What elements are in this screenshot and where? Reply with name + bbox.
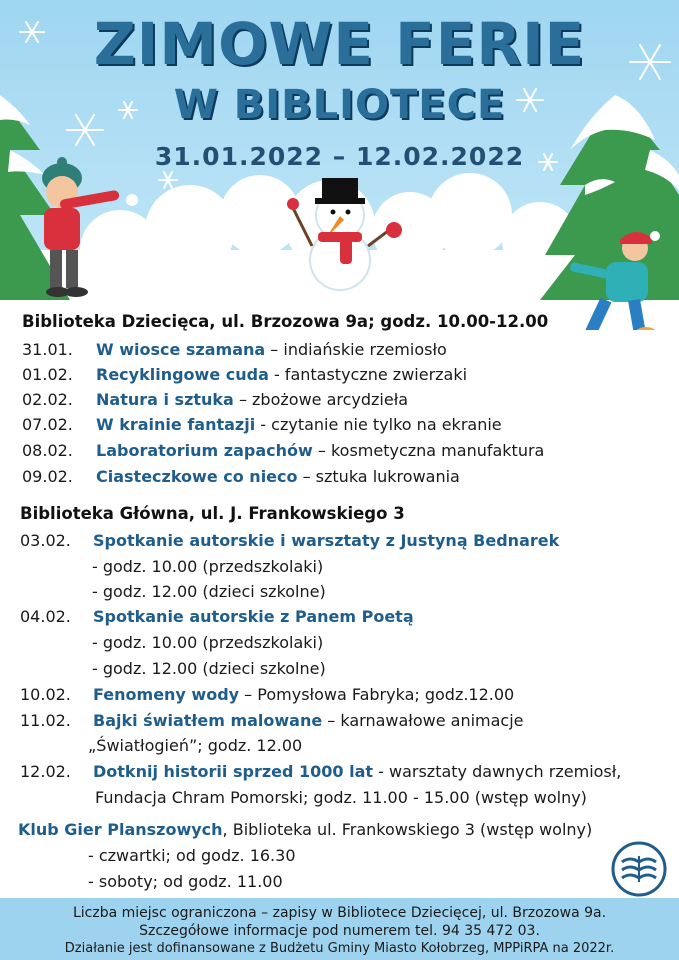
games-club-title: Klub Gier Planszowych xyxy=(18,820,223,839)
event-desc: – Pomysłowa Fabryka; godz.12.00 xyxy=(239,685,515,704)
poster-title: ZIMOWE FERIE xyxy=(93,10,586,78)
section-heading-children-library: Biblioteka Dziecięca, ul. Brzozowa 9a; godz. 10.00-12.00 xyxy=(22,312,549,331)
event-session: - godz. 10.00 (przedszkolaki) xyxy=(92,633,324,652)
event-date: 11.02. xyxy=(20,711,71,730)
event-title: Spotkanie autorskie z Panem Poetą xyxy=(93,607,414,626)
games-club-schedule: - czwartki; od godz. 16.30 xyxy=(88,846,296,865)
event-title: Bajki światłem malowane xyxy=(93,711,323,730)
event-title: Laboratorium zapachów xyxy=(96,441,313,460)
footer-line: Szczegółowe informacje pod numerem tel. 94 35 472 03. xyxy=(139,923,540,939)
event-title: W krainie fantazji xyxy=(96,415,256,434)
event-title: Fenomeny wody xyxy=(93,685,240,704)
event-date: 01.02. xyxy=(22,365,73,384)
event-desc: – sztuka lukrowania xyxy=(297,467,460,486)
event-date: 03.02. xyxy=(20,531,71,550)
games-club-desc: , Biblioteka ul. Frankowskiego 3 (wstęp wolny) xyxy=(222,820,593,839)
event-date: 09.02. xyxy=(22,467,73,486)
footer-banner xyxy=(0,898,679,960)
event-date: 08.02. xyxy=(22,441,73,460)
event-session: - godz. 12.00 (dzieci szkolne) xyxy=(92,659,326,678)
event-desc: - czytanie nie tylko na ekranie xyxy=(255,415,502,434)
event-session: - godz. 12.00 (dzieci szkolne) xyxy=(92,582,326,601)
event-desc: – indiańskie rzemiosło xyxy=(265,340,447,359)
event-desc-continued: „Światłogień”; godz. 12.00 xyxy=(88,736,303,755)
event-title: Dotknij historii sprzed 1000 lat xyxy=(93,762,374,781)
event-desc: – karnawałowe animacje xyxy=(322,711,524,730)
event-desc: - fantastyczne zwierzaki xyxy=(268,365,468,384)
library-logo-icon xyxy=(610,840,668,898)
poster-subtitle: W BIBLIOTECE xyxy=(173,82,506,128)
games-club-schedule: - soboty; od godz. 11.00 xyxy=(88,872,283,891)
event-date: 31.01. xyxy=(22,340,73,359)
event-date: 04.02. xyxy=(20,607,71,626)
event-desc: – zbożowe arcydzieła xyxy=(233,390,409,409)
footer-line: Działanie jest dofinansowane z Budżetu Gminy Miasto Kołobrzeg, MPPiRPA na 2022r. xyxy=(64,941,615,956)
section-heading-main-library: Biblioteka Główna, ul. J. Frankowskiego 3 xyxy=(20,504,405,523)
event-title: Recyklingowe cuda xyxy=(96,365,269,384)
event-title: Spotkanie autorskie i warsztaty z Justyną Bednarek xyxy=(93,531,560,550)
event-date: 10.02. xyxy=(20,685,71,704)
event-date: 07.02. xyxy=(22,415,73,434)
poster-date-range: 31.01.2022 – 12.02.2022 xyxy=(154,142,525,171)
event-title: Natura i sztuka xyxy=(96,390,234,409)
event-date: 02.02. xyxy=(22,390,73,409)
event-date: 12.02. xyxy=(20,762,71,781)
event-desc-continued: Fundacja Chram Pomorski; godz. 11.00 - 15.00 (wstęp wolny) xyxy=(95,788,587,807)
games-club-info xyxy=(18,820,592,839)
footer-line: Liczba miejsc ograniczona – zapisy w Bibliotece Dziecięcej, ul. Brzozowa 9a. xyxy=(72,905,607,921)
event-title: W wiosce szamana xyxy=(96,340,266,359)
event-desc: – kosmetyczna manufaktura xyxy=(312,441,545,460)
event-session: - godz. 10.00 (przedszkolaki) xyxy=(92,557,324,576)
event-title: Ciasteczkowe co nieco xyxy=(96,467,298,486)
event-desc: - warsztaty dawnych rzemiosł, xyxy=(373,762,622,781)
